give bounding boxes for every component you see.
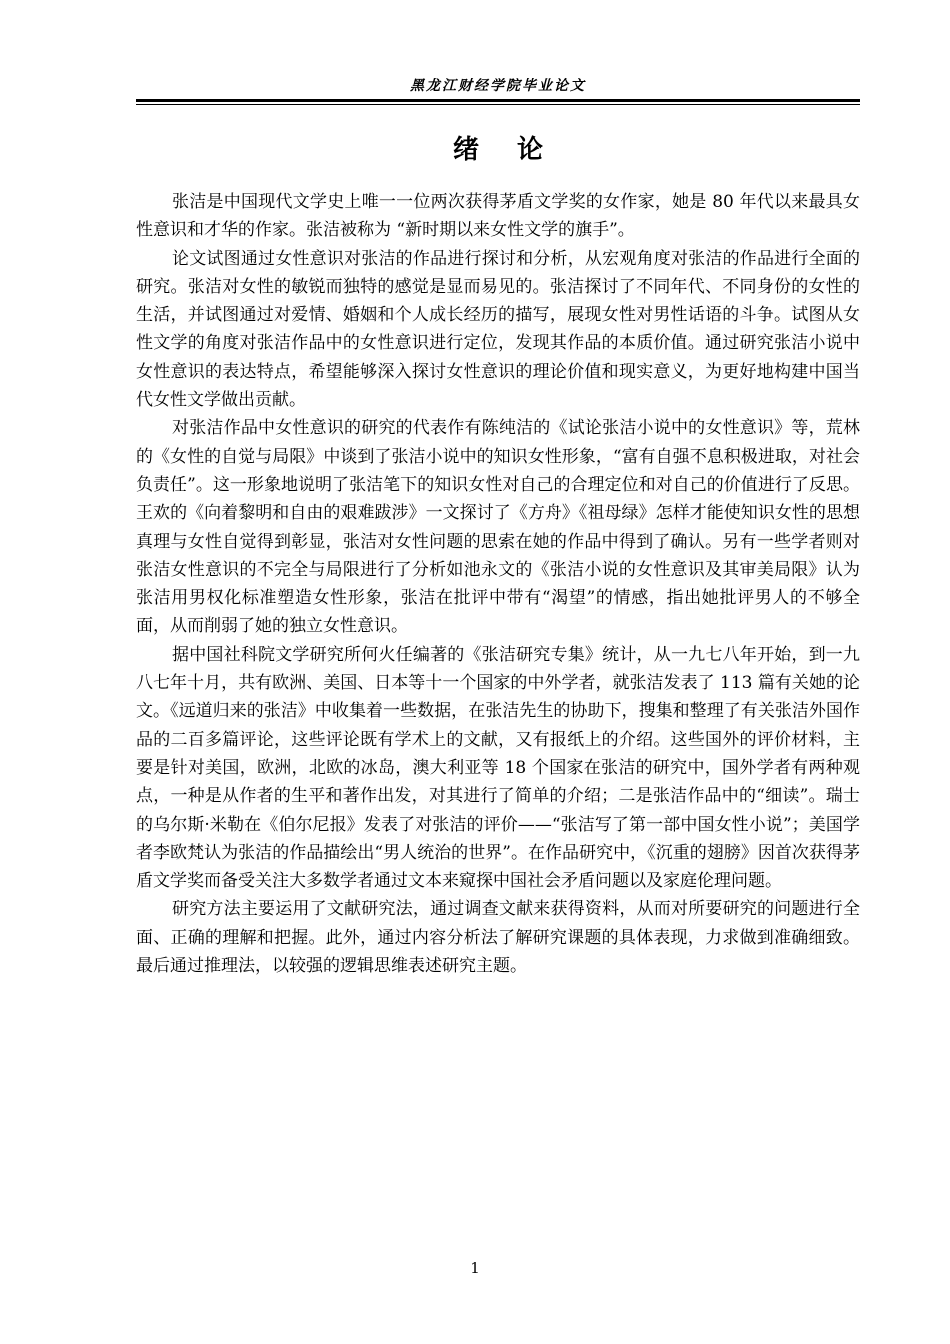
body-text xyxy=(136,188,860,980)
running-header: 黑龙江财经学院毕业论文 xyxy=(410,78,586,94)
header-rule-thin xyxy=(136,104,860,105)
paragraph: 论文试图通过女性意识对张洁的作品进行探讨和分析，从宏观角度对张洁的作品进行全面的研究。张洁对女性的敏锐而独特的感觉是显而易见的。张洁探讨了不同年代、不同身份的女性的生活，并试图通过对爱情、婚姻和个人成长经历的描写，展现女性对男性话语的斗争。试图从女性文学的角度对张洁作品中的女性意识进行定位，发现其作品的本质价值。通过研究张洁小说中女性意识的表达特点，希望能够深入探讨女性意识的理论价值和现实意义，为更好地构建中国当代女性文学做出贡献。 xyxy=(136,248,860,411)
paragraph: 对张洁作品中女性意识的研究的代表作有陈纯洁的《试论张洁小说中的女性意识》等，荒林的《女性的自觉与局限》中谈到了张洁小说中的知识女性形象，“富有自强不息积极进取，对社会负责任”。这一形象地说明了张洁笔下的知识女性对自己的合理定位和对自己的价值进行了反思。王欢的《向着黎明和自由的艰难跋涉》一文探讨了《方舟》《祖母绿》怎样才能使知识女性的思想真理与女性自觉得到彰显，张洁对女性问题的思索在她的作品中得到了确认。另有一些学者则对张洁女性意识的不完全与局限进行了分析如池永文的《张洁小说的女性意识及其审美局限》认为张洁用男权化标准塑造女性形象，张洁在批评中带有“渴望”的情感，指出她批评男人的不够全面，从而削弱了她的独立女性意识。 xyxy=(136,418,860,637)
paragraph: 据中国社科院文学研究所何火任编著的《张洁研究专集》统计，从一九七八年开始，到一九八七年十月，共有欧洲、美国、日本等十一个国家的中外学者，就张洁发表了 113 篇有关她的论文。《远道归来的张洁》中收集着一些数据，在张洁先生的协助下，搜集和整理了有关张洁外国作品的二百多篇评论，这些评论既有学术上的文献，又有报纸上的介绍。这些国外的评价材料，主要是针对美国，欧洲，北欧的冰岛，澳大利亚等 18 个国家在张洁的研究中，国外学者有两种观点，一种是从作者的生平和著作出发，对其进行了简单的介绍；二是张洁作品中的“细读”。瑞士的乌尔斯·米勒在《伯尔尼报》发表了对张洁的评价——“张洁写了第一部中国女性小说”；美国学者李欧梵认为张洁的作品描绘出“男人统治的世界”。在作品研究中，《沉重的翅膀》因首次获得茅盾文学奖而备受关注大多数学者通过文本来窥探中国社会矛盾问题以及家庭伦理问题。 xyxy=(136,644,860,892)
section-title: 绪论 xyxy=(452,135,581,165)
page-number: 1 xyxy=(470,1259,480,1277)
header-rule-thick xyxy=(136,99,860,102)
paragraph: 张洁是中国现代文学史上唯一一位两次获得茅盾文学奖的女作家，她是 80 年代以来最具女性意识和才华的作家。张洁被称为 “新时期以来女性文学的旗手”。 xyxy=(136,192,860,241)
paragraph: 研究方法主要运用了文献研究法，通过调查文献来获得资料，从而对所要研究的问题进行全面、正确的理解和把握。此外，通过内容分析法了解研究课题的具体表现，力求做到准确细致。最后通过推理法，以较强的逻辑思维表述研究主题。 xyxy=(136,899,860,977)
